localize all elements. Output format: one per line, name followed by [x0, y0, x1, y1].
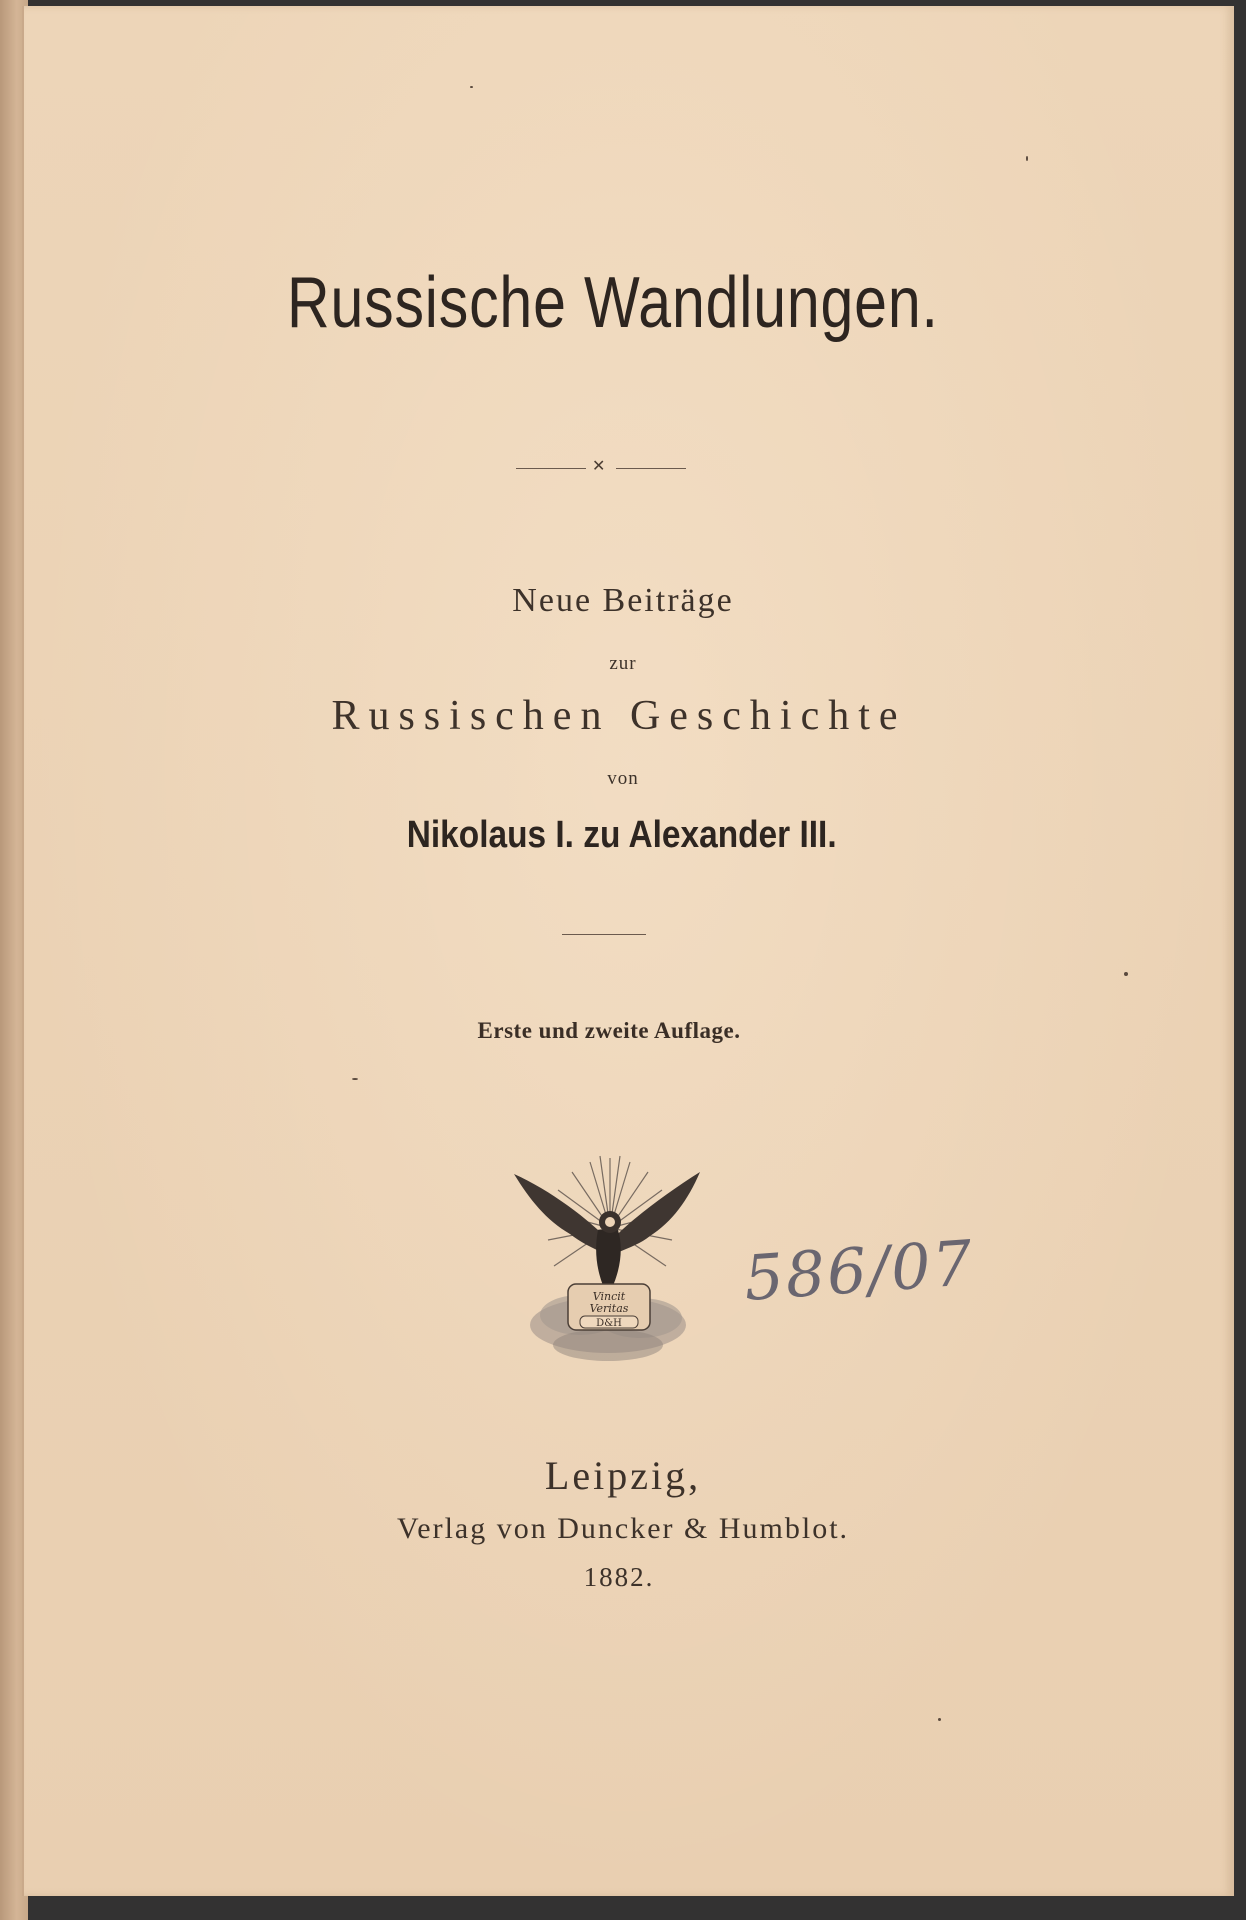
ornament-line-left	[516, 468, 586, 469]
ornament-line-right	[616, 468, 686, 469]
connector-zur: zur	[609, 653, 637, 674]
publisher-initials: D&H	[596, 1318, 622, 1329]
asterisk-icon: ✕	[592, 456, 606, 475]
paper-speck	[1124, 972, 1128, 976]
title-ornament	[516, 456, 686, 476]
paper-speck	[352, 1078, 358, 1080]
handwritten-shelfmark: 586/07	[741, 1226, 977, 1315]
edition-note: Erste und zweite Auflage.	[477, 1018, 741, 1043]
paper-speck	[470, 86, 473, 88]
connector-von: von	[607, 768, 639, 789]
period-heading: Nikolaus I. zu Alexander III.	[406, 814, 837, 856]
eagle-emblem-icon	[510, 1150, 710, 1370]
divider-rule	[562, 934, 646, 935]
paper-speck	[1026, 156, 1028, 161]
book-title: Russische Wandlungen.	[286, 263, 939, 343]
motto-line-2: Veritas	[589, 1302, 629, 1315]
paper-speck	[938, 1718, 941, 1721]
motto-line-1: Vincit	[592, 1290, 626, 1303]
imprint-city: Leipzig,	[544, 1453, 702, 1498]
imprint-publisher: Verlag von Duncker & Humblot.	[396, 1512, 850, 1545]
imprint-year: 1882.	[583, 1562, 655, 1592]
subtitle-line-1: Neue Beiträge	[512, 582, 734, 619]
subtitle-line-2: Russischen Geschichte	[331, 693, 907, 739]
